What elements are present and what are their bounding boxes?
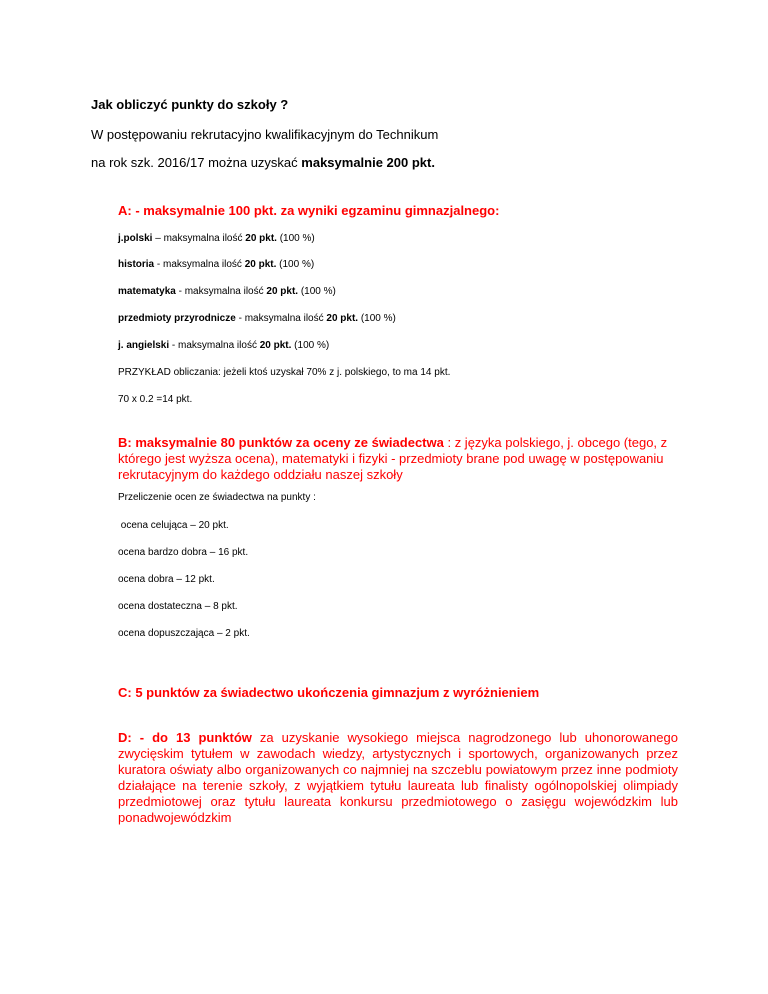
grade-item: ocena celująca – 20 pkt. xyxy=(118,520,229,531)
intro-line-1: W postępowaniu rekrutacyjno kwalifikacyjnym do Technikum xyxy=(91,127,439,142)
section-a-heading: A: - maksymalnie 100 pkt. za wyniki egzaminu gimnazjalnego: xyxy=(118,203,500,218)
section-a-item: historia - maksymalna ilość 20 pkt. (100 %) xyxy=(118,259,315,270)
section-a-item: matematyka - maksymalna ilość 20 pkt. (100 %) xyxy=(118,286,336,297)
section-a-item: przedmioty przyrodnicze - maksymalna ilość 20 pkt. (100 %) xyxy=(118,313,396,324)
section-a-item: j.polski – maksymalna ilość 20 pkt. (100 %) xyxy=(118,233,315,244)
grade-item: ocena dobra – 12 pkt. xyxy=(118,574,215,585)
section-b-heading: B: maksymalnie 80 punktów za oceny ze świadectwa : z języka polskiego, j. obcego (tego, z którego jest wyższa ocena), matematyki i fizyki - przedmioty brane pod uwagę w postępowaniu rekrutacyjnym do każdego oddziału naszej szkoły xyxy=(118,435,668,482)
section-a-formula: 70 x 0.2 =14 pkt. xyxy=(118,394,193,405)
grade-item: ocena dopuszczająca – 2 pkt. xyxy=(118,628,250,639)
section-b-intro: Przeliczenie ocen ze świadectwa na punkty : xyxy=(118,492,316,503)
section-a-example: PRZYKŁAD obliczania: jeżeli ktoś uzyskał 70% z j. polskiego, to ma 14 pkt. xyxy=(118,367,451,378)
grade-item: ocena dostateczna – 8 pkt. xyxy=(118,601,238,612)
page-title: Jak obliczyć punkty do szkoły ? xyxy=(91,97,289,112)
intro-line-2: na rok szk. 2016/17 można uzyskać maksymalnie 200 pkt. xyxy=(91,155,435,170)
section-a-item: j. angielski - maksymalna ilość 20 pkt. (100 %) xyxy=(118,340,330,351)
section-d-paragraph: D: - do 13 punktów za uzyskanie wysokiego miejsca nagrodzonego lub uhonorowanego zwycięskim tytułem w zawodach wiedzy, artystycznych i sportowych, organizowanych przez kuratora oświaty albo organizowanych co najmniej na szczeblu powiatowym przez inne podmioty działające na terenie szkoły, z wyjątkiem tytułu laureata lub finalisty ogólnopolskiej olimpiady przedmiotowej oraz tytułu laureata konkursu przedmiotowego o zasięgu wojewódzkim lub ponadwojewódzkim xyxy=(118,730,678,825)
grade-item: ocena bardzo dobra – 16 pkt. xyxy=(118,547,249,558)
section-c-heading: C: 5 punktów za świadectwo ukończenia gimnazjum z wyróżnieniem xyxy=(118,685,540,700)
